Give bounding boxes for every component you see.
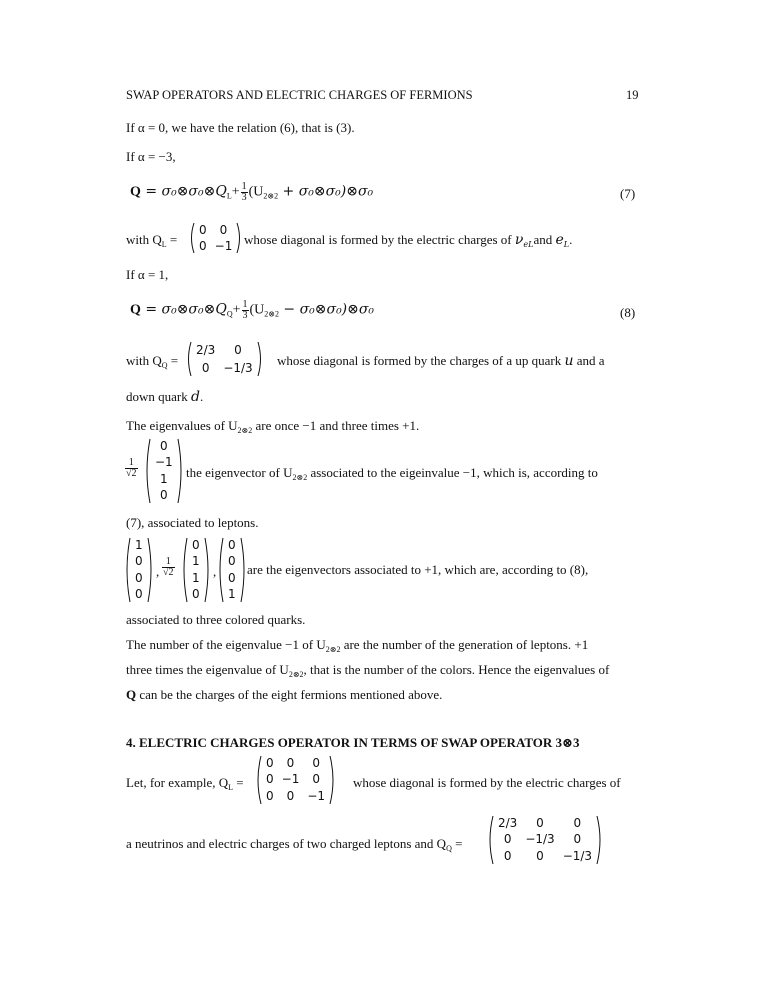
page-number: 19	[626, 88, 639, 102]
matrix-entry: 0	[573, 815, 582, 830]
ql-description: whose diagonal is formed by the electric charges of $\nu_{eL}and$ $e_L$.	[244, 232, 573, 249]
qq-intro: with $Q_Q$ =	[126, 353, 179, 370]
matrix-row	[262, 788, 329, 805]
matrix-entry: −1/3	[525, 832, 555, 847]
vector-row	[151, 455, 177, 472]
qq3-intro: a neutrinos and electric charges of two charged leptons and $Q_Q$ =	[126, 836, 463, 853]
matrix-entry: 0	[573, 832, 582, 847]
matrix-entry: 0	[503, 849, 512, 864]
vector-entry: 0	[135, 587, 143, 602]
matrix-row	[262, 755, 329, 772]
down-quark-line: down quark d.	[126, 389, 204, 405]
matrix-entry: −1	[214, 238, 233, 253]
vector-row	[224, 587, 240, 604]
vector-entry: 0	[228, 537, 236, 552]
ql-intro: with $Q_L$ =	[126, 232, 178, 249]
eigenvector-plus-one-fraction: $\frac{1}{√2}$	[163, 556, 174, 578]
vector-entry: 1	[135, 537, 143, 552]
matrix-entry: 2/3	[498, 815, 518, 830]
vector-row	[224, 570, 240, 587]
vector-row	[151, 471, 177, 488]
vector-row	[188, 554, 204, 571]
vector-row	[151, 488, 177, 505]
matrix-entry: 0	[286, 789, 295, 804]
eigenvector-minus-one-text: the eigenvector of $U_{2\otimes 2}$ associated to the eigeinvalue −1, which is, according to	[186, 465, 598, 482]
matrix-entry: 0	[199, 238, 207, 253]
equation-8: $Q = \sigma_0\otimes\sigma_0\otimes Q_Q+$ $\frac{1}{3}$ ($U_{2\otimes 2}$ − σ₀⊗σ₀)⊗σ₀	[130, 299, 375, 321]
matrix-entry: −1	[281, 772, 300, 787]
conclusion-line-2: three times the eigenvalue of $U_{2\otimes 2}$, that is the number of the colors. Hence the eigenvalues of	[126, 662, 610, 679]
vector-entry: 1	[160, 471, 168, 486]
matrix-entry: −1	[307, 789, 326, 804]
ql3-description: whose diagonal is formed by the electric charges of	[353, 775, 621, 790]
vector-entry: 0	[135, 554, 143, 569]
eigenvector-plus-one-b	[181, 537, 211, 603]
vector-row	[131, 570, 147, 587]
matrix-row	[494, 832, 596, 849]
vector-entry: 0	[192, 587, 200, 602]
matrix-entry: 2/3	[196, 342, 216, 357]
matrix-entry: 0	[266, 772, 274, 787]
vector-entry: 0	[160, 438, 168, 453]
matrix-entry: 0	[234, 342, 242, 357]
matrix-qq-3x3	[487, 815, 603, 865]
matrix-qq-2x2	[186, 341, 263, 377]
eigenvector-separator-2: ,	[213, 564, 217, 579]
matrix-entry: 0	[266, 755, 274, 770]
vector-entry: 0	[228, 570, 236, 585]
eigenvector-plus-one-a	[124, 537, 154, 603]
matrix-entry: 0	[219, 222, 228, 237]
matrix-entry: −1/3	[562, 849, 593, 864]
matrix-entry: 0	[286, 755, 295, 770]
eigenvector-plus-one-c	[217, 537, 247, 603]
conclusion-line-1: The number of the eigenvalue −1 of $U_{2\otimes 2}$ are the number of the generation of leptons. +1	[126, 637, 589, 654]
matrix-row	[494, 815, 596, 832]
section-heading: 4. ELECTRIC CHARGES OPERATOR IN TERMS OF SWAP OPERATOR 3⊗3	[126, 735, 580, 750]
vector-entry: 1	[192, 554, 200, 569]
running-title: SWAP OPERATORS AND ELECTRIC CHARGES OF FERMIONS	[126, 88, 473, 102]
equation-number-7: (7)	[620, 186, 636, 201]
eigenvector-separator-1: ,	[156, 564, 160, 579]
associated-leptons: (7), associated to leptons.	[126, 515, 259, 530]
eigenvector-minus-one	[144, 438, 184, 504]
equation-number-8: (8)	[620, 305, 636, 320]
qq-description: whose diagonal is formed by the charges of a up quark u and a	[277, 353, 605, 369]
vector-entry: 0	[228, 554, 236, 569]
vector-entry: 0	[192, 537, 200, 552]
vector-row	[151, 438, 177, 455]
eigenvalues-statement: The eigenvalues of $U_{2\otimes 2}$ are once −1 and three times +1.	[126, 418, 420, 435]
matrix-entry: 0	[536, 815, 544, 830]
matrix-row	[494, 848, 596, 865]
matrix-row	[195, 222, 236, 238]
matrix-entry: 0	[199, 222, 207, 237]
matrix-ql-3x3	[255, 755, 336, 805]
vector-row	[131, 587, 147, 604]
vector-entry: −1	[155, 455, 173, 470]
vector-row	[224, 554, 240, 571]
matrix-entry: 0	[312, 755, 321, 770]
vector-entry: 0	[135, 570, 143, 585]
conclusion-line-3: Q can be the charges of the eight fermions mentioned above.	[126, 687, 443, 702]
matrix-ql-2x2	[189, 222, 242, 254]
matrix-row	[192, 341, 257, 359]
matrix-row	[192, 359, 257, 377]
matrix-entry: 0	[312, 772, 321, 787]
vector-entry: 1	[228, 587, 236, 602]
matrix-entry: 0	[503, 832, 512, 847]
paragraph-alpha-one: If α = 1,	[126, 267, 169, 282]
matrix-entry: −1/3	[223, 360, 253, 375]
associated-quarks: associated to three colored quarks.	[126, 612, 306, 627]
matrix-row	[195, 238, 236, 254]
vector-row	[188, 587, 204, 604]
paragraph-alpha-minus-three: If α = −3,	[126, 149, 176, 164]
vector-row	[131, 554, 147, 571]
vector-row	[224, 537, 240, 554]
eigenvectors-plus-one-text: are the eigenvectors associated to +1, which are, according to (8),	[247, 562, 589, 577]
paragraph-alpha-zero: If α = 0, we have the relation (6), that is (3).	[126, 120, 355, 135]
matrix-entry: 0	[536, 849, 544, 864]
equation-7: $Q = \sigma_0\otimes\sigma_0\otimes Q_L+$ $\frac{1}{3}$ ($U_{2\otimes 2}$ + σ₀⊗σ₀)⊗σ₀	[130, 181, 374, 203]
matrix-row	[262, 772, 329, 789]
vector-entry: 1	[192, 570, 200, 585]
vector-row	[131, 537, 147, 554]
vector-entry: 0	[160, 488, 168, 503]
matrix-entry: 0	[266, 789, 274, 804]
ql3-intro: Let, for example, $Q_L$ =	[126, 775, 244, 792]
eigenvector-minus-one-fraction: $\frac{1}{√2}$	[126, 457, 137, 479]
vector-row	[188, 537, 204, 554]
vector-row	[188, 570, 204, 587]
matrix-entry: 0	[201, 360, 210, 375]
